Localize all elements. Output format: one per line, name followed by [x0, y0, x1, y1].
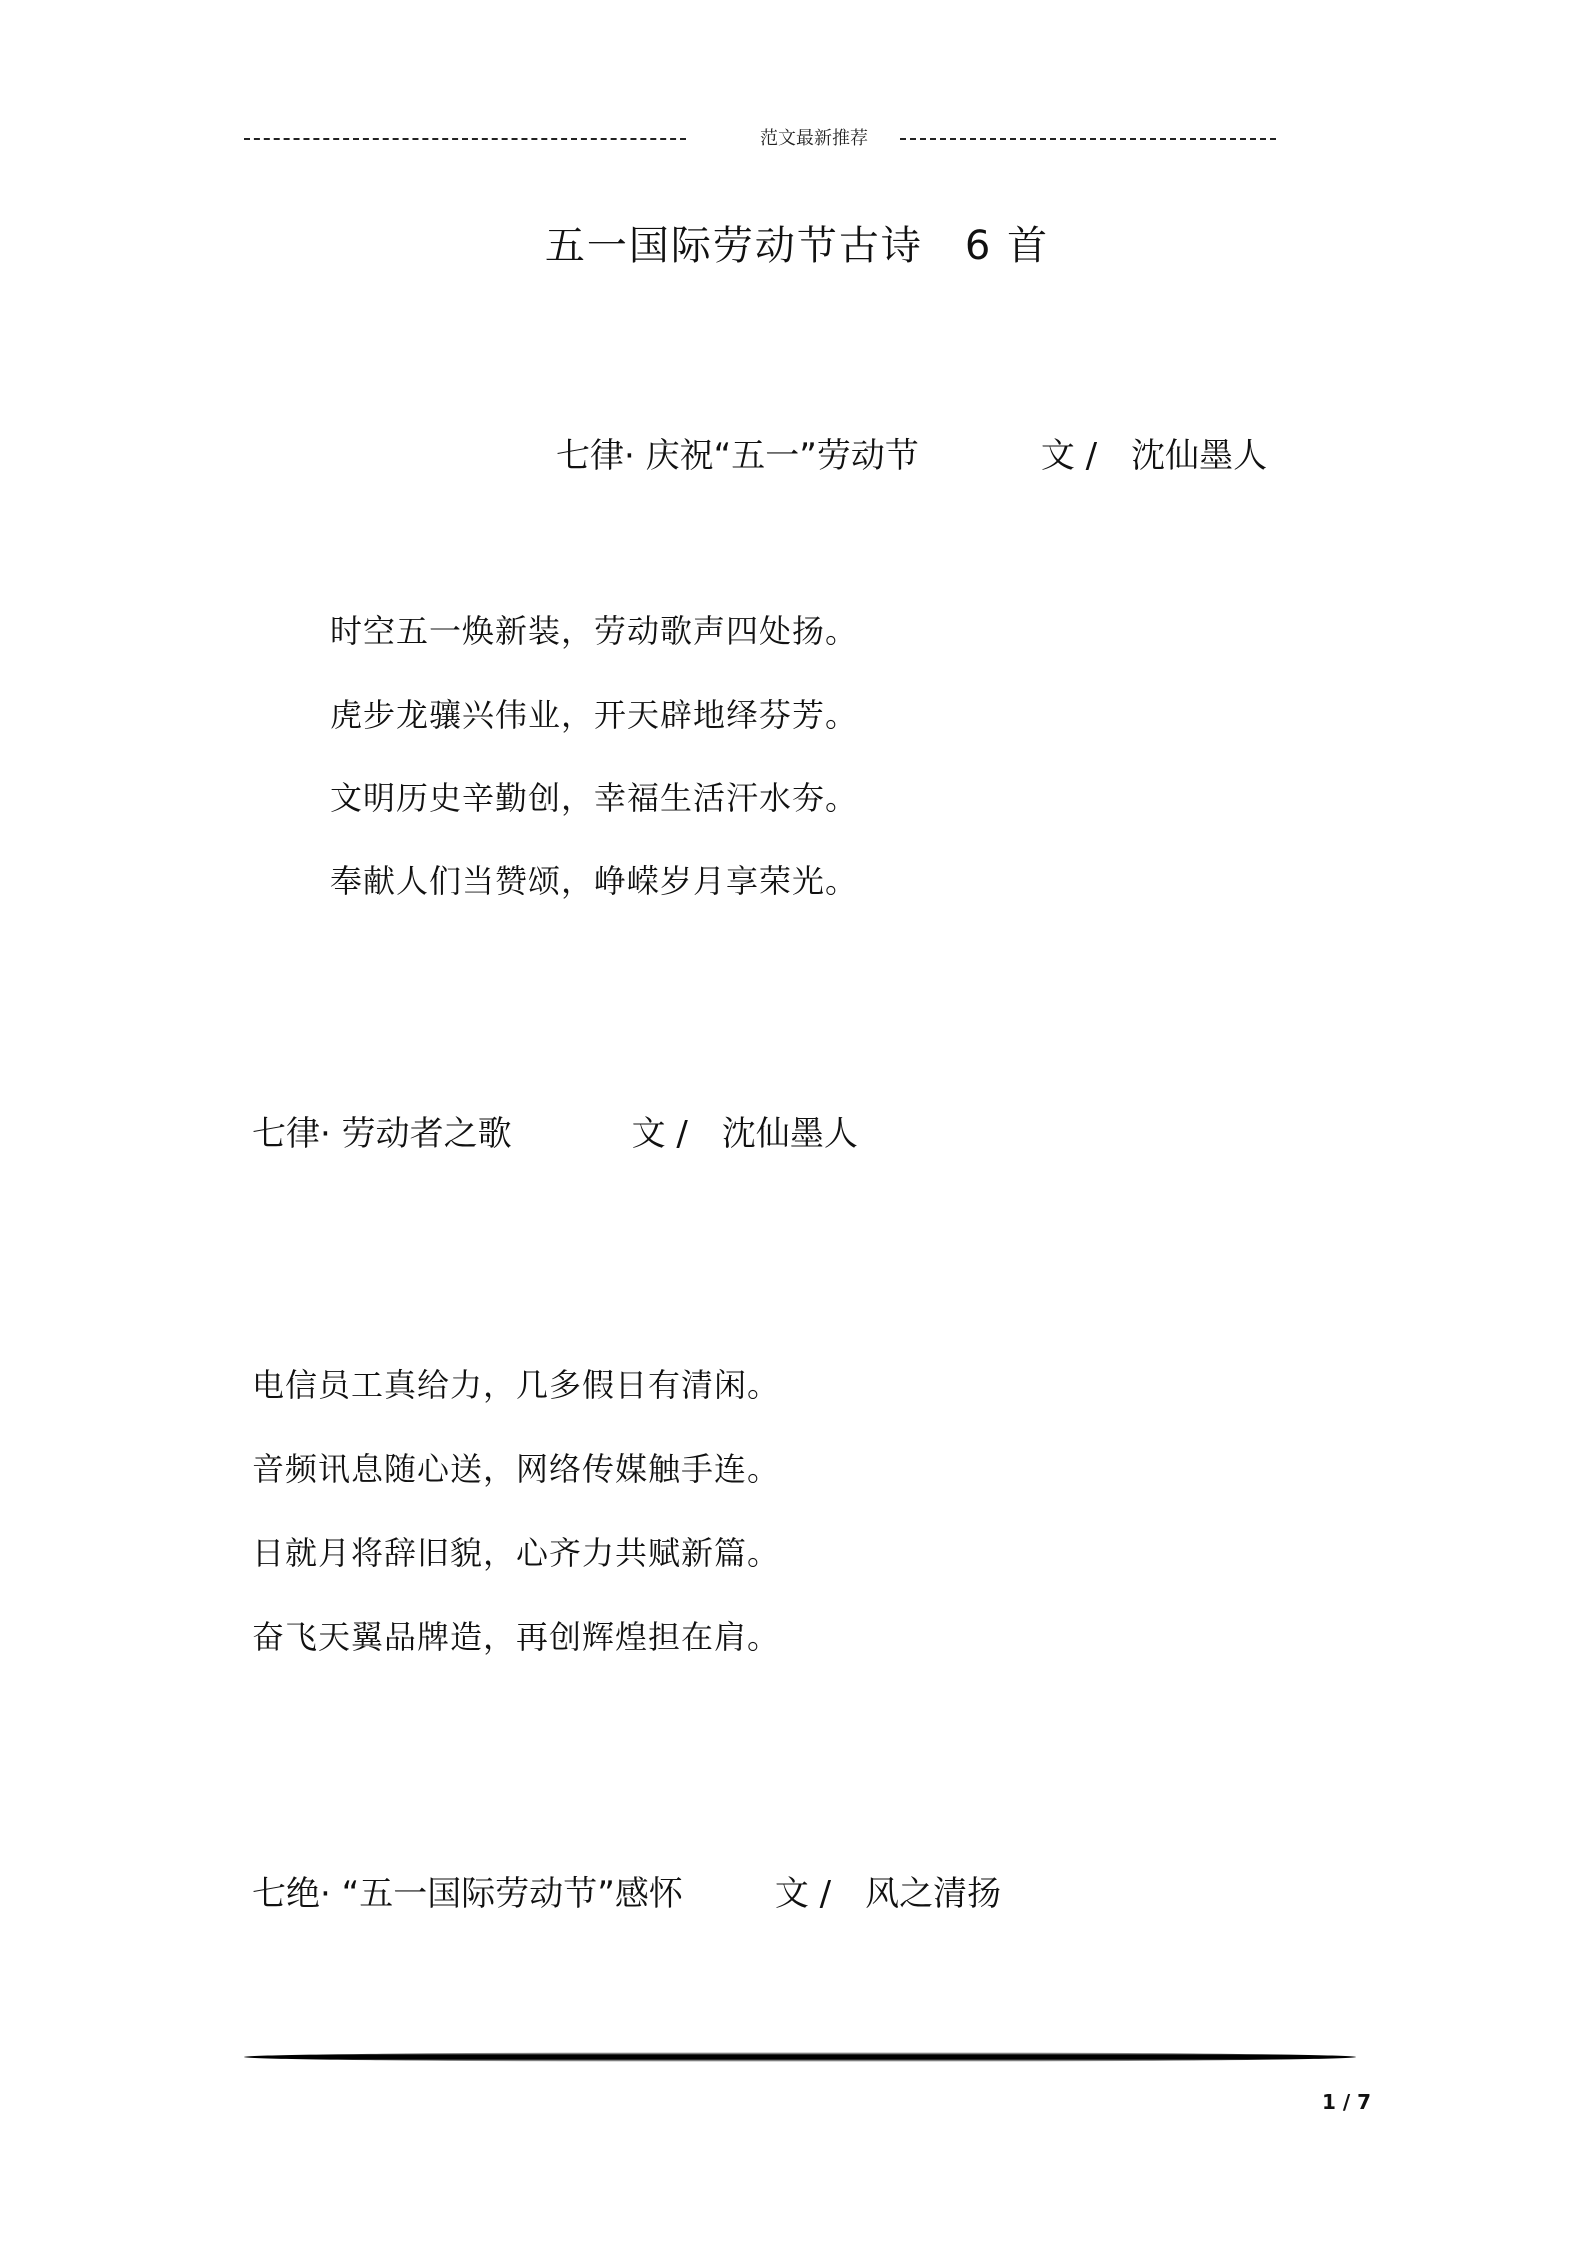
poem-2-heading: 七律· 劳动者之歌: [252, 1114, 512, 1154]
header-label: 范文最新推荐: [760, 128, 868, 149]
poem-3-heading: 七绝· “五一国际劳动节”感怀: [252, 1874, 683, 1914]
poem-3-author: 文 / 风之清扬: [774, 1874, 1002, 1914]
poem-1-line-2: 虎步龙骧兴伟业，开天辟地绎芬芳。: [330, 696, 859, 734]
footer-rule: [244, 2052, 1356, 2062]
poem-3-heading-row: [252, 1866, 1001, 1915]
poem-1-line-3: 文明历史辛勤创，幸福生活汗水夯。: [330, 779, 859, 817]
poem-1-line-4: 奉献人们当赞颂，峥嵘岁月享荣光。: [330, 862, 859, 900]
poem-1-author: 文 / 沈仙墨人: [1040, 436, 1268, 476]
header-dash-left: [244, 138, 686, 140]
poem-2-line-4: 奋飞天翼品牌造，再创辉煌担在肩。: [252, 1618, 781, 1656]
poem-1-heading-row: [556, 428, 1267, 477]
poem-1-heading: 七律· 庆祝“五一”劳动节: [556, 436, 919, 476]
page-number: 1 / 7: [1322, 2090, 1372, 2114]
poem-1-line-1: 时空五一焕新装，劳动歌声四处扬。: [330, 612, 859, 650]
document-title: 五一国际劳动节古诗 6 首: [544, 223, 1050, 269]
poem-2-heading-row: [252, 1106, 858, 1155]
header-dash-right: [900, 138, 1276, 140]
poem-2-line-2: 音频讯息随心送，网络传媒触手连。: [252, 1450, 781, 1488]
poem-2-line-3: 日就月将辞旧貌，心齐力共赋新篇。: [252, 1534, 781, 1572]
poem-2-line-1: 电信员工真给力，几多假日有清闲。: [252, 1366, 781, 1404]
poem-2-author: 文 / 沈仙墨人: [631, 1114, 858, 1154]
